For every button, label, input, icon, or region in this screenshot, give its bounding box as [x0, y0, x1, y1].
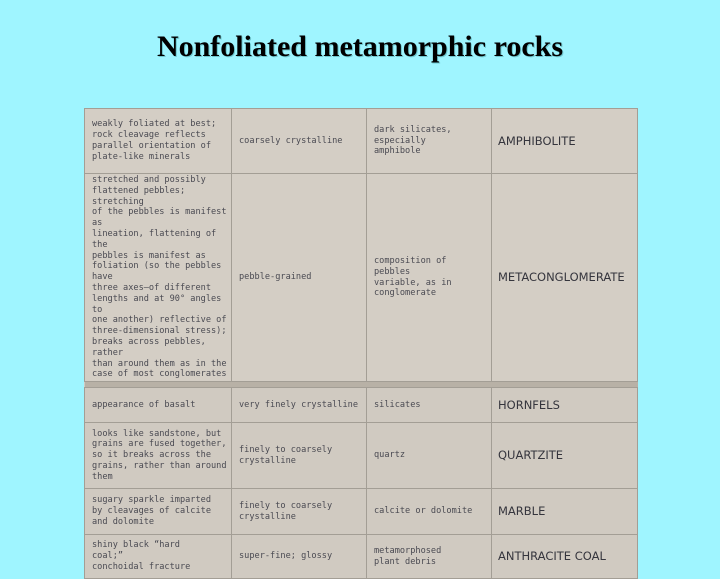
table-row	[85, 109, 638, 174]
texture-cell: super-fine; glossy	[232, 535, 367, 579]
rock-table	[84, 108, 638, 579]
texture-cell: finely to coarsely crystalline	[232, 423, 367, 489]
texture-cell: very finely crystalline	[232, 388, 367, 423]
rock-name-cell: AMPHIBOLITE	[492, 109, 638, 174]
description-cell: looks like sandstone, but grains are fused together, so it breaks across the grains, rather than around them	[85, 423, 232, 489]
composition-cell: dark silicates, especially amphibole	[367, 109, 492, 174]
description-cell: weakly foliated at best; rock cleavage reflects parallel orientation of plate-like minerals	[85, 109, 232, 174]
rock-name-cell: ANTHRACITE COAL	[492, 535, 638, 579]
composition-cell: silicates	[367, 388, 492, 423]
rock-name-cell: HORNFELS	[492, 388, 638, 423]
description-cell: appearance of basalt	[85, 388, 232, 423]
rock-name-cell: QUARTZITE	[492, 423, 638, 489]
table-row	[85, 489, 638, 535]
rock-name-cell: MARBLE	[492, 489, 638, 535]
composition-cell: quartz	[367, 423, 492, 489]
description-cell: sugary sparkle imparted by cleavages of calcite and dolomite	[85, 489, 232, 535]
description-cell: shiny black “hard coal;” conchoidal fracture	[85, 535, 232, 579]
composition-cell: metamorphosed plant debris	[367, 535, 492, 579]
table-row	[85, 535, 638, 579]
composition-cell: composition of pebbles variable, as in conglomerate	[367, 174, 492, 382]
slide-title: Nonfoliated metamorphic rocks	[156, 30, 564, 63]
rock-table-photo	[84, 108, 637, 573]
rock-name-cell: METACONGLOMERATE	[492, 174, 638, 382]
table-row	[85, 174, 638, 382]
texture-cell: finely to coarsely crystalline	[232, 489, 367, 535]
table-row	[85, 388, 638, 423]
description-cell: stretched and possibly flattened pebbles; stretching of the pebbles is manifest as lineation, flattening of the pebbles is manifest as foliation (so the pebbles have three axes—of different lengths and at 90° angles to one another) reflective of three-dimensional stress); breaks across pebbles, rather than around them as in the case of most conglomerates	[85, 174, 232, 382]
texture-cell: pebble-grained	[232, 174, 367, 382]
texture-cell: coarsely crystalline	[232, 109, 367, 174]
table-row	[85, 423, 638, 489]
composition-cell: calcite or dolomite	[367, 489, 492, 535]
